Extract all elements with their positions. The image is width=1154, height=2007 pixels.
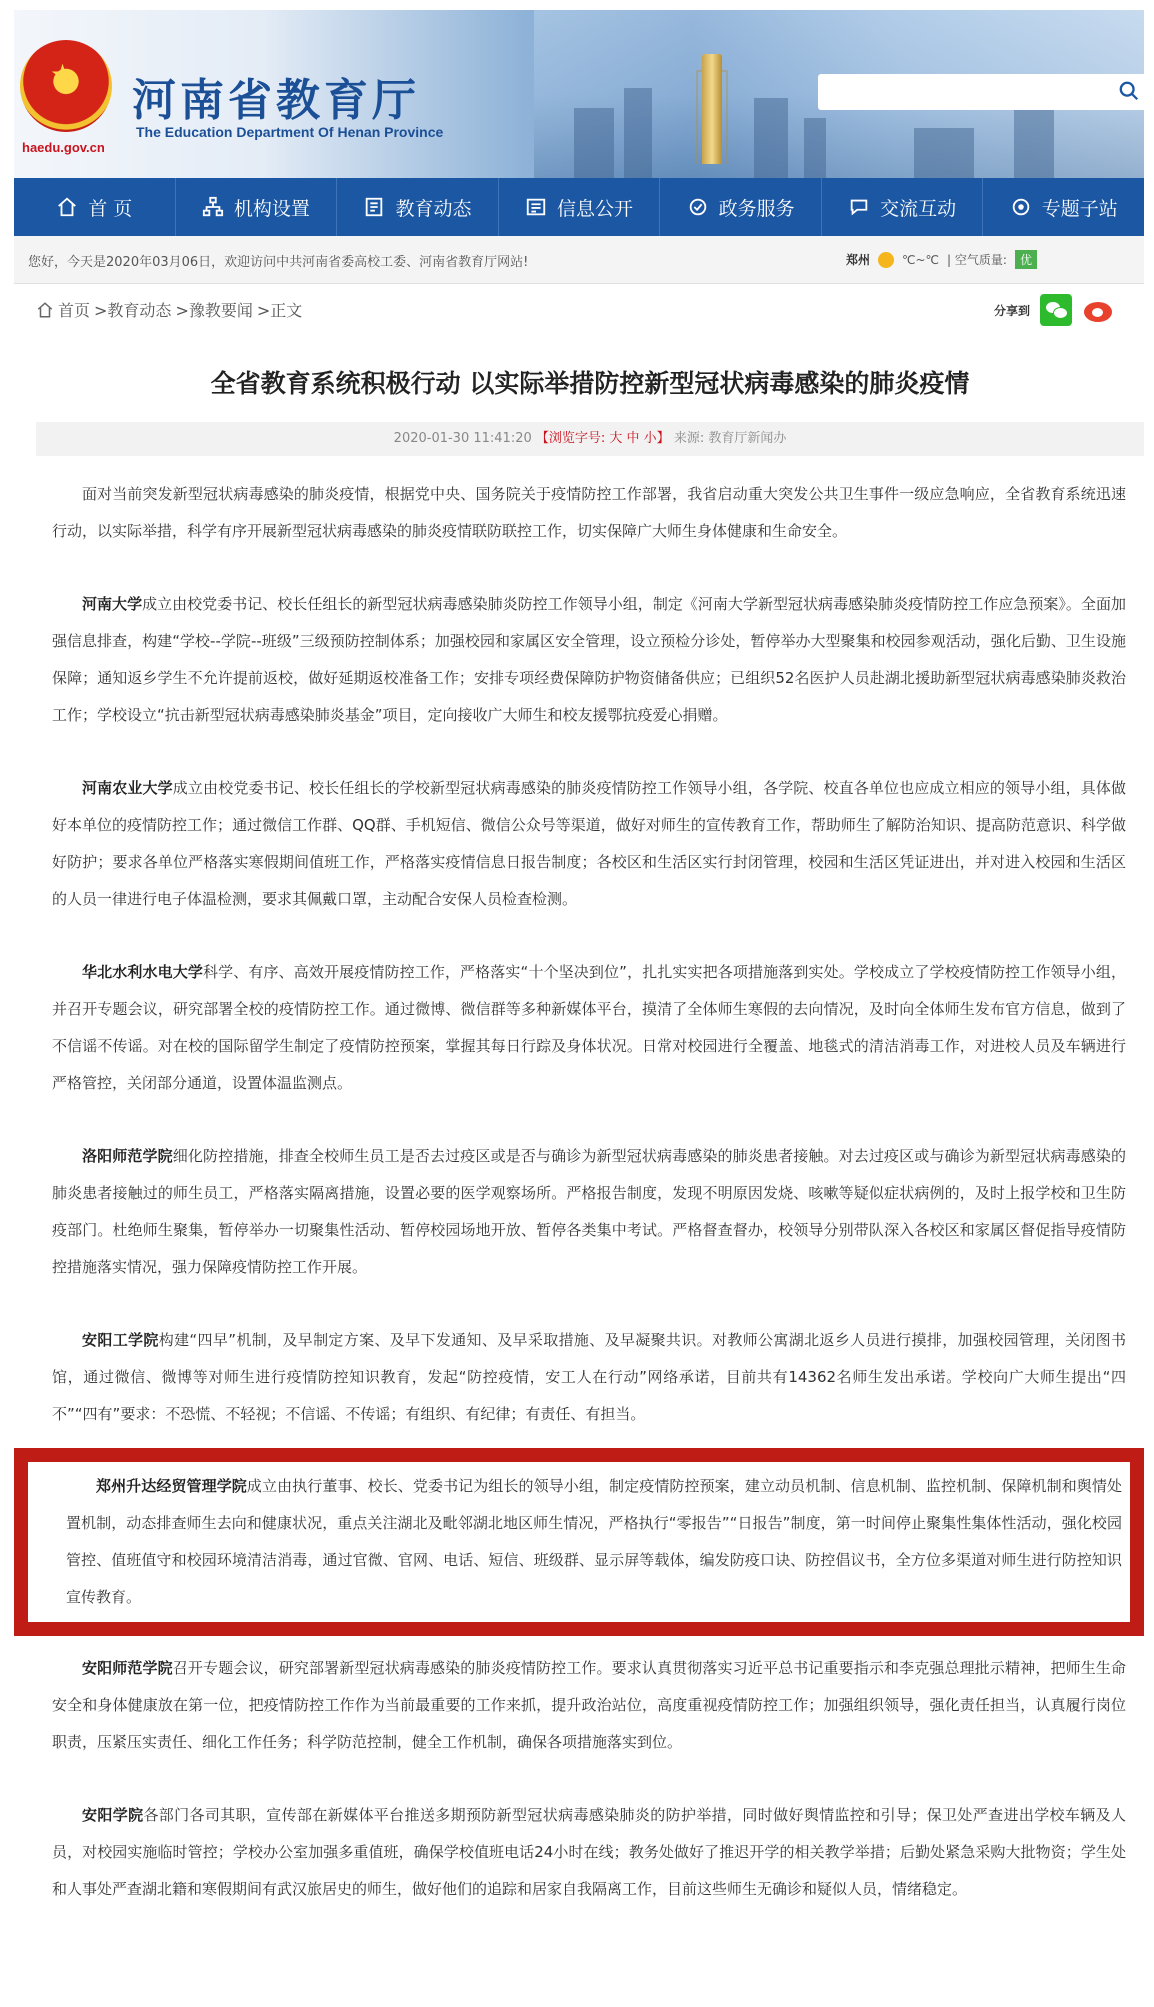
breadcrumb-home[interactable]: 首页 xyxy=(58,301,91,320)
paragraph-text: 成立由校党委书记、校长任组长的学校新型冠状病毒感染的肺炎疫情防控工作领导小组，各学院、校直各单位也应成立相应的领导小组，具体做好本单位的疫情防控工作；通过微信工作群、QQ群、手机短信、微信公众号等渠道，做好对师生的宣传教育工作，帮助师生了解防治知识、提高防范意识、科学做好防护；要求各单位严格落实寒假期间值班工作，严格落实疫情信息日报告制度；各校区和生活区实行封闭管理，校园和生活区凭证进出，并对进入校园和生活区的人员一律进行电子体温检测，要求其佩戴口罩，主动配合安保人员检查检测。 xyxy=(52,779,1126,908)
breadcrumb xyxy=(36,298,302,321)
skyline-building xyxy=(1014,108,1054,178)
home-icon xyxy=(56,196,78,218)
nav-item-label: 专题子站 xyxy=(1041,197,1118,220)
greeting-text: 您好，今天是2020年03月06日，欢迎访问中共河南省委高校工委、河南省教育厅网站! xyxy=(28,255,529,270)
article-body xyxy=(52,476,1126,1469)
share-bar xyxy=(994,294,1114,326)
wechat-icon[interactable] xyxy=(1040,294,1072,326)
paragraph-lead: 安阳师范学院 xyxy=(82,1659,173,1677)
info-icon xyxy=(525,196,547,218)
site-title[interactable]: 河南省教育厅 xyxy=(132,75,420,126)
font-size-switcher[interactable]: 【浏览字号: 大 中 小】 xyxy=(535,431,670,446)
paragraph-lead: 华北水利水电大学 xyxy=(82,963,203,981)
landmark-tower xyxy=(702,54,722,164)
nav-item-label: 政务服务 xyxy=(718,197,795,220)
paragraph-lead: 河南农业大学 xyxy=(82,779,173,797)
search-input[interactable] xyxy=(818,74,1144,110)
paragraph-lead: 安阳工学院 xyxy=(82,1331,159,1349)
article-paragraph xyxy=(52,770,1126,918)
site-subtitle: The Education Department Of Henan Province xyxy=(136,124,444,140)
paragraph-lead: 郑州升达经贸管理学院 xyxy=(96,1477,247,1495)
breadcrumb-item[interactable]: >豫教要闻 xyxy=(175,301,253,320)
nav-item-label: 机构设置 xyxy=(233,197,310,220)
nav-item-label: 首 页 xyxy=(88,197,133,220)
paragraph-text: 细化防控措施，排查全校师生员工是否去过疫区或是否与确诊为新型冠状病毒感染的肺炎患者接触。对去过疫区或与确诊为新型冠状病毒感染的肺炎患者接触过的师生员工，严格落实隔离措施，设置必要的医学观察场所。严格报告制度，发现不明原因发烧、咳嗽等疑似症状病例的，及时上报学校和卫生防疫部门。杜绝师生聚集，暂停举办一切聚集性活动、暂停校园场地开放、暂停各类集中考试。严格督查督办，校领导分别带队深入各校区和家属区督促指导疫情防控措施落实情况，强力保障疫情防控工作开展。 xyxy=(52,1147,1126,1276)
paragraph-text: 构建“四早”机制，及早制定方案、及早下发通知、及早采取措施、及早凝聚共识。对教师公寓湖北返乡人员进行摸排，加强校园管理，关闭图书馆，通过微信、微博等对师生进行疫情防控知识教育，发起“防控疫情，安工人在行动”网络承诺，目前共有14362名师生发出承诺。学校向广大师生提出“四不”“四有”要求：不恐慌、不轻视；不信谣、不传谣；有组织、有纪律；有责任、有担当。 xyxy=(52,1331,1126,1423)
site-url[interactable]: haedu.gov.cn xyxy=(22,140,105,155)
info-bar xyxy=(14,236,1144,284)
nav-item-label: 教育动态 xyxy=(395,197,472,220)
paragraph-text: 各部门各司其职，宣传部在新媒体平台推送多期预防新型冠状病毒感染肺炎的防护举措，同时做好舆情监控和引导；保卫处严查进出学校车辆及人员，对校园实施临时管控；学校办公室加强多重值班，确保学校值班电话24小时在线；教务处做好了推迟开学的相关教学举措；后勤处紧急采购大批物资；学生处和人事处严查湖北籍和寒假期间有武汉旅居史的师生，做好他们的追踪和居家自我隔离工作，目前这些师生无确诊和疑似人员，情绪稳定。 xyxy=(52,1806,1126,1898)
article-paragraph xyxy=(52,1138,1126,1286)
article-paragraph xyxy=(52,954,1126,1102)
skyline-building xyxy=(804,118,826,178)
skyline-building xyxy=(754,98,788,178)
paragraph-text: 成立由执行董事、校长、党委书记为组长的领导小组，制定疫情防控预案，建立动员机制、信息机制、监控机制、保障机制和舆情处置机制，动态排查师生去向和健康状况，重点关注湖北及毗邻湖北地区师生情况，严格执行“零报告”“日报告”制度，第一时间停止聚集性集体性活动，强化校园管控、值班值守和校园环境清洁消毒，通过官微、官网、电话、短信、班级群、显示屏等载体，编发防疫口诀、防控倡议书，全方位多渠道对师生进行防控知识宣传教育。 xyxy=(66,1477,1122,1606)
article-date: 2020-01-30 11:41:20 xyxy=(393,431,532,446)
nav-item-label: 信息公开 xyxy=(557,197,634,220)
nav-item-org[interactable] xyxy=(176,178,338,236)
chat-icon xyxy=(848,196,870,218)
news-icon xyxy=(363,196,385,218)
national-emblem-icon: ★ xyxy=(20,40,112,132)
skyline-building xyxy=(574,108,614,178)
article-paragraph xyxy=(52,1650,1126,1761)
nav-item-service[interactable] xyxy=(660,178,822,236)
breadcrumb-item: >正文 xyxy=(256,301,303,320)
weather-widget xyxy=(846,250,1037,269)
nav-item-info[interactable] xyxy=(499,178,661,236)
service-icon xyxy=(687,196,709,218)
nav-item-topics[interactable] xyxy=(983,178,1144,236)
article-source: 来源: 教育厅新闻办 xyxy=(673,431,787,446)
article-paragraph xyxy=(52,1797,1126,1908)
skyline-building xyxy=(624,88,652,178)
breadcrumb-item[interactable]: >教育动态 xyxy=(94,301,172,320)
paragraph-text: 面对当前突发新型冠状病毒感染的肺炎疫情，根据党中央、国务院关于疫情防控工作部署，我省启动重大突发公共卫生事件一级应急响应，全省教育系统迅速行动，以实际举措，科学有序开展新型冠状病毒感染的肺炎疫情联防联控工作，切实保障广大师生身体健康和生命安全。 xyxy=(52,485,1126,540)
sun-icon xyxy=(878,252,894,268)
air-quality-badge: 优 xyxy=(1015,250,1037,269)
skyline-building xyxy=(914,128,974,178)
article-paragraph xyxy=(52,586,1126,734)
nav-item-home[interactable] xyxy=(14,178,176,236)
paragraph-text: 成立由校党委书记、校长任组长的新型冠状病毒感染肺炎防控工作领导小组，制定《河南大学新型冠状病毒感染肺炎疫情防控工作应急预案》。全面加强信息排查，构建“学校--学院--班级”三级预防控制体系；加强校园和家属区安全管理，设立预检分诊处，暂停举办大型聚集和校园参观活动，强化后勤、卫生设施保障；通知返乡学生不允许提前返校，做好延期返校准备工作；安排专项经费保障防护物资储备供应；已组织52名医护人员赴湖北援助新型冠状病毒感染肺炎救治工作；学校设立“抗击新型冠状病毒感染肺炎基金”项目，定向接收广大师生和校友援鄂抗疫爱心捐赠。 xyxy=(52,595,1126,724)
nav-item-interaction[interactable] xyxy=(822,178,984,236)
weather-city: 郑州 xyxy=(846,253,871,267)
paragraph-lead: 安阳学院 xyxy=(82,1806,144,1824)
article-meta xyxy=(36,422,1144,456)
share-label: 分享到 xyxy=(994,303,1031,318)
article-paragraph xyxy=(66,1468,1122,1616)
paragraph-text: 召开专题会议，研究部署新型冠状病毒感染的肺炎疫情防控工作。要求认真贯彻落实习近平总书记重要指示和李克强总理批示精神，把师生生命安全和身体健康放在第一位，把疫情防控工作作为当前最重要的工作来抓，提升政治站位，高度重视疫情防控工作；加强组织领导，强化责任担当，认真履行岗位职责，压紧压实责任、细化工作任务；科学防范控制，健全工作机制，确保各项措施落实到位。 xyxy=(52,1659,1126,1751)
header-banner xyxy=(14,10,1144,178)
paragraph-text: 科学、有序、高效开展疫情防控工作，严格落实“十个坚决到位”，扎扎实实把各项措施落到实处。学校成立了学校疫情防控工作领导小组，并召开专题会议，研究部署全校的疫情防控工作。通过微博、微信群等多种新媒体平台，摸清了全体师生寒假的去向情况，及时向全体师生发布官方信息，做到了不信谣不传谣。对在校的国际留学生制定了疫情防控预案，掌握其每日行踪及身体状况。日常对校园进行全覆盖、地毯式的清洁消毒工作，对进校人员及车辆进行严格管控，关闭部分通道，设置体温监测点。 xyxy=(52,963,1126,1092)
home-icon xyxy=(36,301,54,319)
article-body-continued xyxy=(52,1650,1126,1944)
search-icon[interactable] xyxy=(1118,80,1140,102)
article-title: 全省教育系统积极行动 以实际举措防控新型冠状病毒感染的肺炎疫情 xyxy=(210,369,970,398)
main-nav xyxy=(14,178,1144,236)
paragraph-lead: 洛阳师范学院 xyxy=(82,1147,173,1165)
air-quality-label: | 空气质量: xyxy=(947,253,1007,267)
highlighted-paragraph-frame xyxy=(14,1448,1144,1636)
article-paragraph xyxy=(52,476,1126,550)
article-paragraph xyxy=(52,1322,1126,1433)
nav-item-news[interactable] xyxy=(337,178,499,236)
weibo-icon[interactable] xyxy=(1082,294,1114,326)
org-icon xyxy=(202,196,224,218)
nav-item-label: 交流互动 xyxy=(880,197,957,220)
weather-temp: ℃~℃ xyxy=(902,252,940,267)
topic-icon xyxy=(1010,196,1032,218)
paragraph-lead: 河南大学 xyxy=(82,595,143,613)
